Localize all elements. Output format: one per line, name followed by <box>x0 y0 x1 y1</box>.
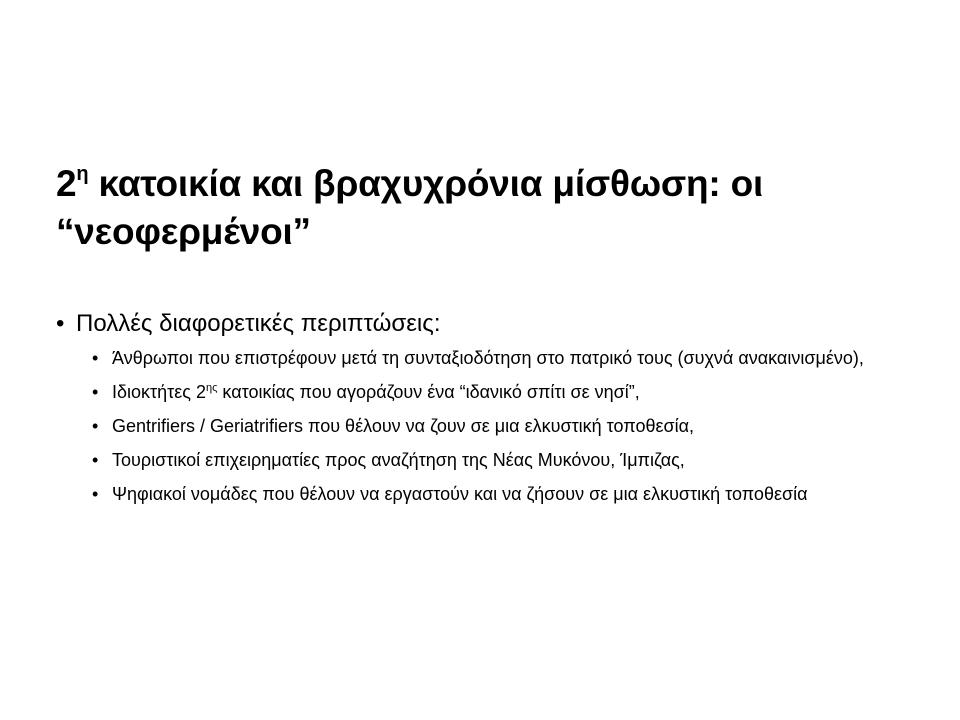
sub-bullet-text-start: Ιδιοκτήτες 2 <box>112 382 206 402</box>
slide-body <box>56 308 916 516</box>
sub-bullet-text: Gentrifiers / Geriatrifiers που θέλουν να ζουν σε μια ελκυστική τοποθεσία, <box>112 416 695 436</box>
sub-bullet-text <box>112 382 640 402</box>
main-bullet-text: Πολλές διαφορετικές περιπτώσεις: <box>76 310 441 337</box>
bullet-icon: • <box>92 382 99 402</box>
title-text-end: κατοικία και βραχυχρόνια μίσθωση: οι “νεοφερμένοι” <box>56 163 764 252</box>
bullet-icon: • <box>92 416 99 436</box>
sub-bullet-second-home-owners <box>92 380 916 404</box>
sub-bullet-list <box>56 346 916 506</box>
slide-title <box>56 160 916 256</box>
bullet-icon: • <box>92 450 99 470</box>
sub-bullet-text: Τουριστικοί επιχειρηματίες προς αναζήτηση της Νέας Μυκόνου, Ίμπιζας, <box>112 450 685 470</box>
bullet-icon: • <box>92 348 99 368</box>
bullet-icon: • <box>56 310 65 337</box>
sub-bullet-retirees <box>92 346 916 370</box>
sub-bullet-tourism-entrepreneurs <box>92 448 916 472</box>
sub-bullet-text-end: κατοικίας που αγοράζουν ένα “ιδανικό σπίτι σε νησί”, <box>217 382 640 402</box>
title-superscript: η <box>76 163 89 185</box>
title-text-start: 2 <box>56 163 77 204</box>
sub-bullet-text: Άνθρωποι που επιστρέφουν μετά τη συνταξιοδότηση στο πατρικό τους (συχνά ανακαινισμένο), <box>112 348 864 368</box>
main-bullet <box>56 308 916 340</box>
sub-bullet-superscript: ης <box>205 382 218 394</box>
bullet-icon: • <box>92 484 99 504</box>
sub-bullet-gentrifiers <box>92 414 916 438</box>
sub-bullet-text: Ψηφιακοί νομάδες που θέλουν να εργαστούν και να ζήσουν σε μια ελκυστική τοποθεσία <box>112 484 808 504</box>
sub-bullet-digital-nomads <box>92 482 916 506</box>
